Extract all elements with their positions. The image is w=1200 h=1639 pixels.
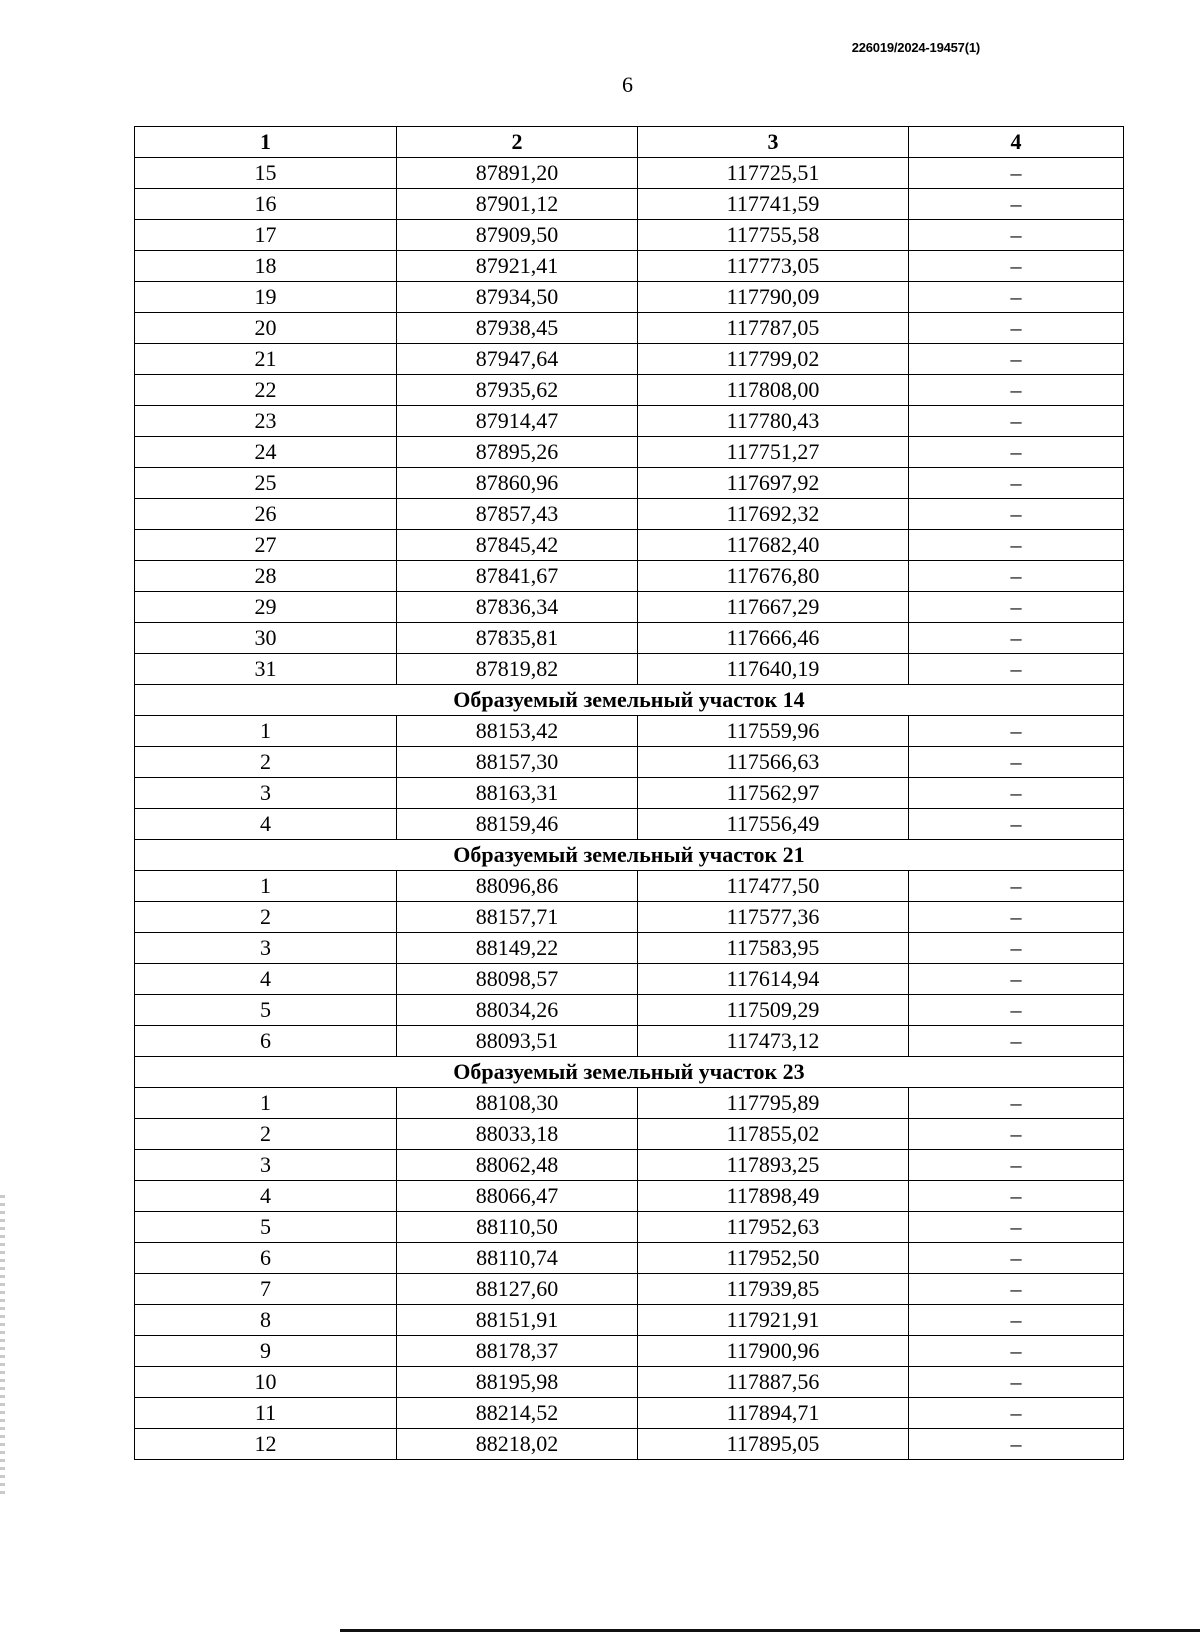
point-number-cell: 5 [135,995,397,1026]
coordinate-y-cell: 117562,97 [638,778,909,809]
point-number-cell: 3 [135,1150,397,1181]
point-number-cell: 6 [135,1243,397,1274]
coordinate-x-cell: 88096,86 [397,871,638,902]
table-row [135,592,1124,623]
point-number-cell: 1 [135,871,397,902]
table-row [135,561,1124,592]
coordinate-x-cell: 87921,41 [397,251,638,282]
coordinate-x-cell: 87895,26 [397,437,638,468]
table-header-row [135,127,1124,158]
point-number-cell: 8 [135,1305,397,1336]
table-row [135,437,1124,468]
coordinate-x-cell: 88159,46 [397,809,638,840]
table-row [135,1181,1124,1212]
coordinate-x-cell: 88066,47 [397,1181,638,1212]
table-row [135,251,1124,282]
table-row [135,530,1124,561]
point-number-cell: 15 [135,158,397,189]
coordinate-y-cell: 117773,05 [638,251,909,282]
table-row [135,406,1124,437]
coordinate-x-cell: 87938,45 [397,313,638,344]
coordinate-x-cell: 88110,50 [397,1212,638,1243]
point-number-cell: 10 [135,1367,397,1398]
note-cell: – [909,1274,1124,1305]
note-cell: – [909,1305,1124,1336]
table-row [135,1119,1124,1150]
coordinate-y-cell: 117887,56 [638,1367,909,1398]
coordinate-y-cell: 117692,32 [638,499,909,530]
point-number-cell: 27 [135,530,397,561]
section-header-row [135,685,1124,716]
table-row [135,747,1124,778]
note-cell: – [909,1243,1124,1274]
point-number-cell: 31 [135,654,397,685]
note-cell: – [909,902,1124,933]
note-cell: – [909,592,1124,623]
column-header-1: 1 [135,127,397,158]
coordinate-y-cell: 117939,85 [638,1274,909,1305]
table-row [135,623,1124,654]
coordinate-x-cell: 88151,91 [397,1305,638,1336]
coordinate-x-cell: 88178,37 [397,1336,638,1367]
table-body [135,158,1124,1460]
note-cell: – [909,1398,1124,1429]
note-cell: – [909,1212,1124,1243]
coordinate-y-cell: 117893,25 [638,1150,909,1181]
coordinate-x-cell: 87934,50 [397,282,638,313]
point-number-cell: 20 [135,313,397,344]
coordinate-x-cell: 87836,34 [397,592,638,623]
coordinate-x-cell: 87891,20 [397,158,638,189]
note-cell: – [909,468,1124,499]
point-number-cell: 4 [135,809,397,840]
coordinate-x-cell: 87841,67 [397,561,638,592]
table-row [135,1088,1124,1119]
coordinate-x-cell: 88149,22 [397,933,638,964]
table-row [135,344,1124,375]
coordinate-y-cell: 117808,00 [638,375,909,406]
note-cell: – [909,933,1124,964]
note-cell: – [909,1026,1124,1057]
point-number-cell: 4 [135,964,397,995]
point-number-cell: 4 [135,1181,397,1212]
table-row [135,778,1124,809]
point-number-cell: 3 [135,933,397,964]
point-number-cell: 6 [135,1026,397,1057]
coordinate-x-cell: 88098,57 [397,964,638,995]
coordinate-x-cell: 87935,62 [397,375,638,406]
point-number-cell: 2 [135,747,397,778]
point-number-cell: 18 [135,251,397,282]
point-number-cell: 21 [135,344,397,375]
table-row [135,220,1124,251]
coordinate-x-cell: 88127,60 [397,1274,638,1305]
note-cell: – [909,251,1124,282]
table-row [135,995,1124,1026]
note-cell: – [909,747,1124,778]
column-header-3: 3 [638,127,909,158]
coordinate-y-cell: 117473,12 [638,1026,909,1057]
table-row [135,1305,1124,1336]
point-number-cell: 1 [135,1088,397,1119]
point-number-cell: 1 [135,716,397,747]
table-row [135,313,1124,344]
note-cell: – [909,220,1124,251]
coordinate-y-cell: 117787,05 [638,313,909,344]
note-cell: – [909,561,1124,592]
table-row [135,1212,1124,1243]
coordinate-x-cell: 87901,12 [397,189,638,220]
coordinate-y-cell: 117676,80 [638,561,909,592]
coordinate-y-cell: 117577,36 [638,902,909,933]
note-cell: – [909,437,1124,468]
scan-bottom-edge [340,1629,1200,1632]
note-cell: – [909,623,1124,654]
note-cell: – [909,995,1124,1026]
section-title: Образуемый земельный участок 14 [135,685,1124,716]
coordinate-x-cell: 88157,30 [397,747,638,778]
coordinate-x-cell: 87947,64 [397,344,638,375]
table-row [135,654,1124,685]
coordinate-y-cell: 117755,58 [638,220,909,251]
point-number-cell: 26 [135,499,397,530]
note-cell: – [909,1336,1124,1367]
point-number-cell: 24 [135,437,397,468]
section-title: Образуемый земельный участок 23 [135,1057,1124,1088]
coordinate-x-cell: 87914,47 [397,406,638,437]
note-cell: – [909,1150,1124,1181]
note-cell: – [909,344,1124,375]
table-row [135,902,1124,933]
point-number-cell: 12 [135,1429,397,1460]
note-cell: – [909,716,1124,747]
section-title: Образуемый земельный участок 21 [135,840,1124,871]
section-header-row [135,1057,1124,1088]
coordinate-x-cell: 88195,98 [397,1367,638,1398]
page-number: 6 [622,72,633,97]
note-cell: – [909,189,1124,220]
coordinate-y-cell: 117566,63 [638,747,909,778]
scan-margin-mark [0,1195,5,1495]
note-cell: – [909,964,1124,995]
coordinate-y-cell: 117952,63 [638,1212,909,1243]
coordinate-x-cell: 88110,74 [397,1243,638,1274]
point-number-cell: 9 [135,1336,397,1367]
document-id: 226019/2024-19457(1) [851,40,980,55]
coordinate-y-cell: 117780,43 [638,406,909,437]
coordinate-y-cell: 117799,02 [638,344,909,375]
coordinate-y-cell: 117894,71 [638,1398,909,1429]
column-header-4: 4 [909,127,1124,158]
point-number-cell: 25 [135,468,397,499]
table-row [135,1243,1124,1274]
note-cell: – [909,1181,1124,1212]
note-cell: – [909,1367,1124,1398]
point-number-cell: 7 [135,1274,397,1305]
coordinate-y-cell: 117682,40 [638,530,909,561]
table-row [135,375,1124,406]
coordinate-y-cell: 117751,27 [638,437,909,468]
coordinate-x-cell: 87909,50 [397,220,638,251]
point-number-cell: 16 [135,189,397,220]
table-row [135,1429,1124,1460]
table-row [135,964,1124,995]
section-header-row [135,840,1124,871]
coordinate-x-cell: 88157,71 [397,902,638,933]
coordinate-x-cell: 87845,42 [397,530,638,561]
point-number-cell: 11 [135,1398,397,1429]
coordinate-y-cell: 117667,29 [638,592,909,623]
table-row [135,499,1124,530]
note-cell: – [909,1119,1124,1150]
note-cell: – [909,313,1124,344]
table-row [135,871,1124,902]
coordinate-y-cell: 117952,50 [638,1243,909,1274]
coordinate-y-cell: 117559,96 [638,716,909,747]
table-row [135,1274,1124,1305]
coordinate-x-cell: 87819,82 [397,654,638,685]
coordinate-y-cell: 117921,91 [638,1305,909,1336]
coordinate-y-cell: 117666,46 [638,623,909,654]
coordinate-x-cell: 88033,18 [397,1119,638,1150]
note-cell: – [909,809,1124,840]
note-cell: – [909,871,1124,902]
coordinate-y-cell: 117614,94 [638,964,909,995]
coordinate-y-cell: 117583,95 [638,933,909,964]
point-number-cell: 17 [135,220,397,251]
note-cell: – [909,375,1124,406]
table-row [135,933,1124,964]
coordinate-y-cell: 117741,59 [638,189,909,220]
coordinate-x-cell: 88062,48 [397,1150,638,1181]
coordinate-x-cell: 88093,51 [397,1026,638,1057]
point-number-cell: 3 [135,778,397,809]
coordinate-y-cell: 117725,51 [638,158,909,189]
coordinate-y-cell: 117795,89 [638,1088,909,1119]
coordinate-x-cell: 87835,81 [397,623,638,654]
coordinate-y-cell: 117556,49 [638,809,909,840]
note-cell: – [909,499,1124,530]
table-row [135,1150,1124,1181]
coordinate-y-cell: 117900,96 [638,1336,909,1367]
note-cell: – [909,282,1124,313]
coordinate-y-cell: 117895,05 [638,1429,909,1460]
coordinate-x-cell: 87857,43 [397,499,638,530]
table-row [135,1026,1124,1057]
coordinate-y-cell: 117898,49 [638,1181,909,1212]
table-row [135,282,1124,313]
coordinate-x-cell: 88034,26 [397,995,638,1026]
point-number-cell: 2 [135,902,397,933]
coordinate-y-cell: 117509,29 [638,995,909,1026]
point-number-cell: 22 [135,375,397,406]
coordinate-y-cell: 117855,02 [638,1119,909,1150]
table-row [135,158,1124,189]
coordinate-x-cell: 88108,30 [397,1088,638,1119]
coordinate-y-cell: 117640,19 [638,654,909,685]
coordinate-x-cell: 88153,42 [397,716,638,747]
note-cell: – [909,1429,1124,1460]
coordinate-y-cell: 117790,09 [638,282,909,313]
note-cell: – [909,158,1124,189]
point-number-cell: 2 [135,1119,397,1150]
table-row [135,1367,1124,1398]
coordinate-y-cell: 117697,92 [638,468,909,499]
point-number-cell: 5 [135,1212,397,1243]
note-cell: – [909,778,1124,809]
coordinates-table [134,126,1124,1460]
table-row [135,468,1124,499]
point-number-cell: 30 [135,623,397,654]
table-row [135,1336,1124,1367]
point-number-cell: 28 [135,561,397,592]
coordinate-x-cell: 87860,96 [397,468,638,499]
table-row [135,189,1124,220]
column-header-2: 2 [397,127,638,158]
point-number-cell: 19 [135,282,397,313]
table-row [135,716,1124,747]
table-row [135,1398,1124,1429]
point-number-cell: 23 [135,406,397,437]
point-number-cell: 29 [135,592,397,623]
note-cell: – [909,654,1124,685]
note-cell: – [909,406,1124,437]
table-row [135,809,1124,840]
note-cell: – [909,1088,1124,1119]
coordinate-x-cell: 88218,02 [397,1429,638,1460]
coordinate-x-cell: 88163,31 [397,778,638,809]
note-cell: – [909,530,1124,561]
coordinate-x-cell: 88214,52 [397,1398,638,1429]
coordinate-y-cell: 117477,50 [638,871,909,902]
